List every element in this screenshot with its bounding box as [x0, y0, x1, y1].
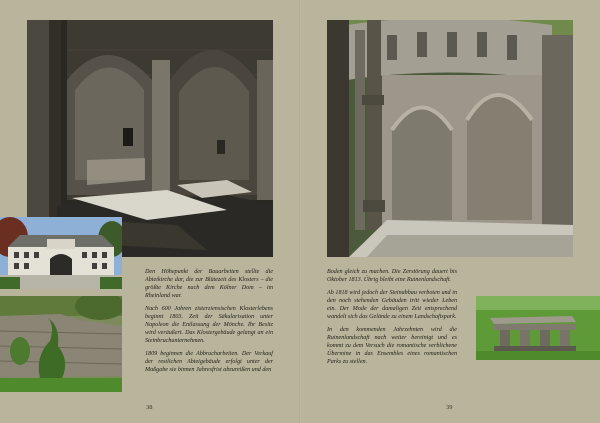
- right-paragraph: Boden gleich zu machen. Die Zerstörung dauert bis Oktober 1813. Übrig bleibt eine Ruinenlandschaft.: [327, 269, 457, 283]
- arcade-ruin-photo: [327, 20, 573, 257]
- right-paragraph: Ab 1818 wird jedoch der Steinabbau verboten und in den noch stehenden Gebäuden tritt wieder Leben ein. Der Mode der damaligen Zeit entsprechend wandelt sich das Gelände zu einem Landschaftspark.: [327, 290, 457, 320]
- gatehouse-photo: [0, 217, 122, 289]
- left-paragraph: 1809 beginnen die Abbrucharbeiten. Der Verkauf der restlichen Abteigebäude erfolgt unter der Maßgabe sie binnen Jahresfrist abzureißen und den: [145, 351, 273, 373]
- ruin-wall-photo: [0, 296, 122, 392]
- page-gutter: [299, 0, 301, 423]
- left-page-number: 38: [146, 404, 153, 411]
- right-text-column: [327, 268, 457, 371]
- stone-plinth-photo: [476, 296, 600, 360]
- left-paragraph: Nach 600 Jahren zisterziensischen Klosterlebens beginnt 1803. Zeit der Säkularisation unter Napoleon die Entlassung der Mönche. Ihr Besitz wird veräußert. Das Klostergebäude gelangt an ein Steinbruchunternehmen.: [145, 306, 273, 344]
- right-paragraph: In den kommenden Jahrzehnten wird die Ruinenlandschaft nach weiter bereinigt und es kommt zu dem Versuch die romantische verblichene Übermine in das Ensembles eines romantischen Parks zu stellen.: [327, 327, 457, 365]
- left-text-column: [145, 268, 273, 379]
- right-page-number: 39: [446, 404, 453, 411]
- left-paragraph: Den Höhepunkt der Bauarbeiten stellte die Abteikirche dar, die zur Blütezeit des Klosters – die größte Kirche nach dem Kölner Dom – im Rheinland war.: [145, 269, 273, 299]
